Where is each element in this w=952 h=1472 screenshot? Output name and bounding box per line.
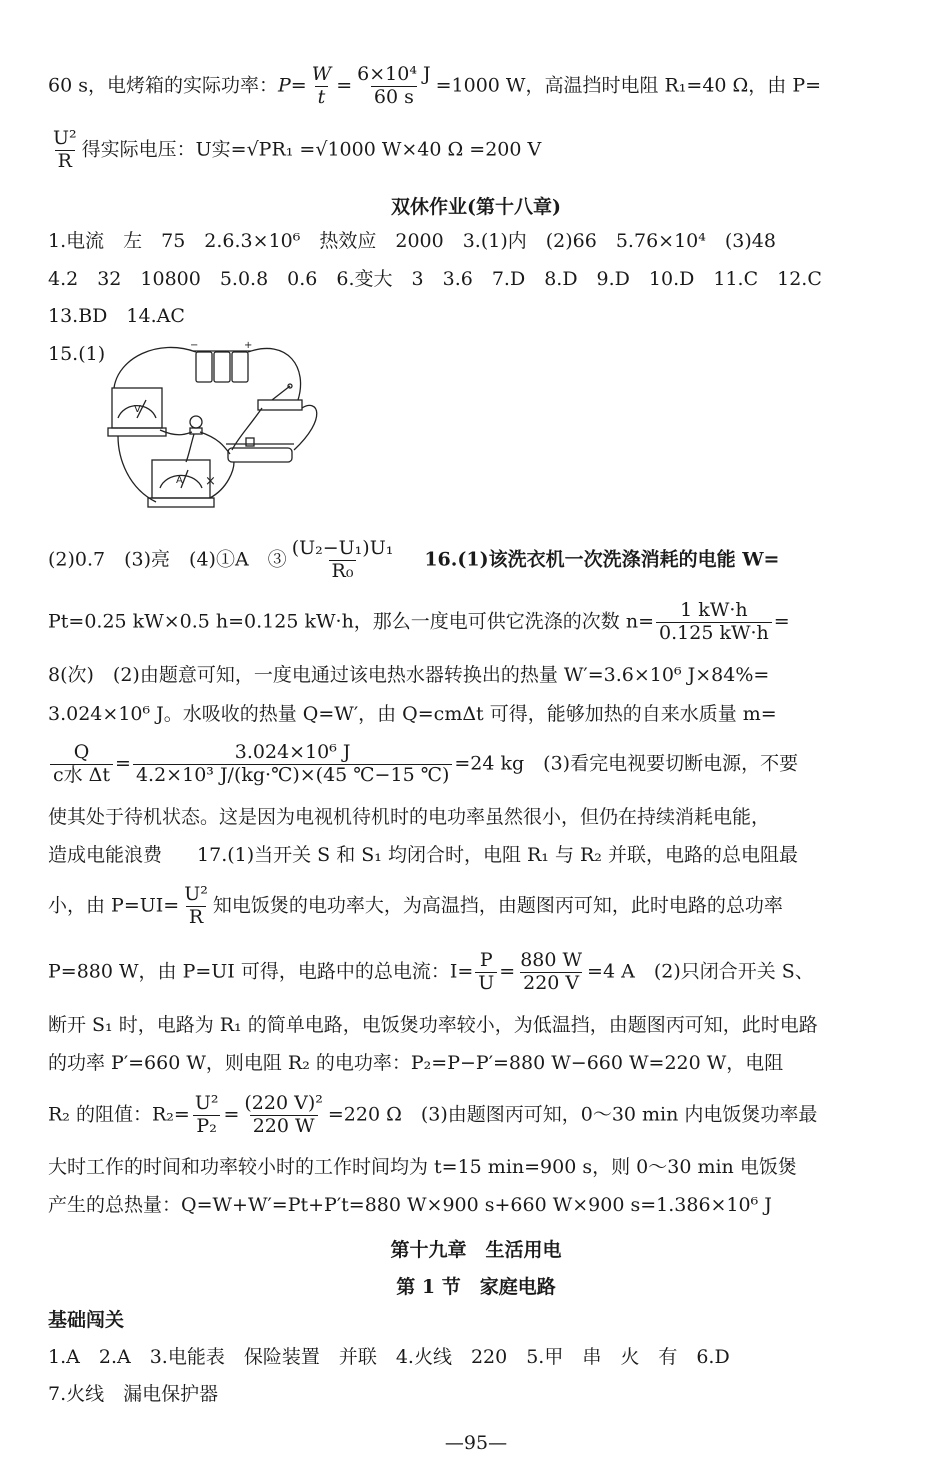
battery-minus: −: [190, 340, 199, 351]
text-line: [48, 884, 783, 929]
bulb-icon: [190, 416, 202, 434]
text-line: [48, 128, 541, 173]
text-span: R₂ 的阻值：R₂=: [48, 1103, 190, 1126]
page-number: —95—: [444, 1432, 508, 1454]
text-line: P=880 W，由 P=UI 可得，电路中的总电流：I= $\frac{P}{U}$ = $\frac{880 W}{220 V}$ =4 A (2)只闭合开关 S、: [48, 949, 814, 994]
text-span: =220 Ω (3)由题图丙可知，0～30 min 内电饭煲功率最: [327, 1103, 818, 1126]
question-text: 16.(1)该洗衣机一次洗涤消耗的电能 W=: [424, 548, 780, 571]
rheostat-icon: [226, 438, 294, 462]
fraction: $\frac{W}{t}$: [311, 63, 332, 108]
fraction: [241, 1093, 325, 1138]
fraction-numerator: U²: [194, 1092, 219, 1114]
wire: [200, 432, 230, 454]
fraction-numerator: (220 V)²: [244, 1092, 323, 1114]
answer-row: 7.火线 漏电保护器: [48, 1383, 219, 1405]
text-span: 小，由 P=UI=: [48, 894, 180, 917]
fraction-denominator: 60 s: [371, 86, 417, 109]
fraction: [50, 128, 80, 173]
text-line: 的功率 P′=660 W，则电阻 R₂ 的电功率：P₂=P−P′=880 W−660 W=220 W，电阻: [48, 1052, 784, 1074]
text-span: =4 A (2)只闭合开关 S、: [587, 960, 814, 983]
cross-mark: ×: [205, 474, 216, 489]
text-line: [48, 846, 798, 865]
fraction: [50, 742, 113, 787]
text-line: R₂ 的阻值：R₂= $\frac{\text{U²}}{\text{P₂}}$ = $\frac{\text{(220 V)²}}{220 W}$ =220 Ω (3)由题图丙可知，0～30 min 内电饭煲功率最: [48, 1092, 818, 1137]
fraction-denominator: 4.2×10³ J/(kg·℃)×(45 ℃−15 ℃): [133, 764, 452, 787]
text-span: 60 s，电烤箱的实际功率：: [48, 74, 278, 97]
fraction: [656, 600, 772, 645]
fraction-denominator: R₀: [329, 560, 357, 583]
fraction: [354, 64, 433, 109]
answer-row: 13.BD 14.AC: [48, 305, 185, 327]
text-span: =24 kg (3)看完电视要切断电源，不要: [454, 752, 799, 775]
question-text: 17.(1)当开关 S 和 S₁ 均闭合时，电阻 R₁ 与 R₂ 并联，电路的总电阻最: [197, 844, 798, 866]
subheading: 基础闯关: [48, 1309, 125, 1331]
text-span: P=880 W，由 P=UI 可得，电路中的总电流：I=: [48, 960, 474, 983]
fraction-numerator: 3.024×10⁶ J: [234, 741, 351, 763]
text-span: =: [773, 610, 790, 633]
fraction: [192, 1093, 222, 1138]
text-line: [48, 600, 790, 645]
fraction: [475, 950, 497, 995]
fraction-denominator: 220 V: [520, 972, 582, 995]
wire: [114, 347, 196, 388]
text-line: 3.024×10⁶ J。水吸收的热量 Q=W′，由 Q=cmΔt 可得，能够加热的自来水质量 m=: [48, 703, 777, 725]
text-line: 60 s，电烤箱的实际功率：P= $\frac{W}{t}$ = $\frac{\text{6×10⁴ J}}{60 s}$ =1000 W，高温挡时电阻 R₁=40 Ω，由 P=: [48, 63, 822, 108]
text-line: 大时工作的时间和功率较小时的工作时间均为 t=15 min=900 s，则 0～30 min 电饭煲: [48, 1156, 797, 1178]
fraction-numerator: U²: [184, 883, 208, 905]
wire: [160, 430, 192, 435]
fraction-numerator: Q: [73, 741, 90, 763]
fraction-numerator: U²: [53, 127, 77, 149]
answer-row: 4.2 32 10800 5.0.8 0.6 6.变大 3 3.6 7.D 8.D 9.D 10.D 11.C 12.C: [48, 268, 822, 290]
ammeter-label: A: [176, 475, 183, 486]
switch-icon: [258, 384, 302, 410]
chapter-title: 第十九章 生活用电: [390, 1239, 562, 1261]
wire: [118, 436, 156, 502]
question-label: 15.(1): [48, 343, 106, 365]
circuit-diagram: [98, 338, 328, 518]
text-line: 8(次) (2)由题意可知，一度电通过该电热水器转换出的热量 W′=3.6×10⁶ J×84%=: [48, 664, 770, 686]
text-line: 产生的总热量：Q=W+W′=Pt+P′t=880 W×900 s+660 W×900 s=1.386×10⁶ J: [48, 1194, 772, 1216]
text-span: 造成电能浪费: [48, 844, 182, 866]
fraction-denominator: c水 Δt: [50, 764, 113, 787]
wire: [294, 405, 317, 450]
text-line: 使其处于待机状态。这是因为电视机待机时的电功率虽然很小，但仍在持续消耗电能，: [48, 806, 771, 828]
fraction-denominator: R: [186, 906, 206, 929]
text-span: Pt=0.25 kW×0.5 h=0.125 kW·h，那么一度电可供它洗涤的次数 n=: [48, 610, 655, 633]
fraction-denominator: 0.125 kW·h: [656, 622, 772, 645]
fraction-numerator: 1 kW·h: [680, 599, 748, 621]
text-span: =1000 W，高温挡时电阻 R₁=40 Ω，由 P=: [435, 74, 822, 97]
fraction-numerator: (U₂−U₁)U₁: [291, 537, 394, 559]
text-line: [48, 538, 779, 583]
answer-row: 1.A 2.A 3.电能表 保险装置 并联 4.火线 220 5.甲 串 火 有 6.D: [48, 1346, 730, 1368]
answer-row: 1.电流 左 75 2.6.3×10⁶ 热效应 2000 3.(1)内 (2)66 5.76×10⁴ (3)48: [48, 230, 776, 252]
voltmeter-label: V: [134, 404, 141, 415]
fraction: [517, 950, 585, 995]
text-span: 知电饭煲的电功率大，为高温挡，由题图丙可知，此时电路的总功率: [212, 894, 783, 917]
fraction: [133, 742, 452, 787]
fraction-numerator: 6×10⁴ J: [357, 63, 431, 85]
battery-plus: +: [244, 340, 253, 351]
wire: [248, 348, 301, 400]
fraction-denominator: 220 W: [250, 1115, 318, 1138]
fraction-numerator: 880 W: [520, 949, 583, 971]
section-subtitle: 第 1 节 家庭电路: [396, 1276, 556, 1298]
fraction: [181, 884, 211, 929]
fraction-denominator: P₂: [193, 1115, 219, 1138]
text-span: 得实际电压：U实=√PR₁ =√1000 W×40 Ω =200 V: [81, 138, 542, 161]
text-line: $\frac{Q}{\text{c水 Δt}}$ = $\frac{\text{3.024×10⁶ J}}{\text{4.2×10³ J/(kg·℃)×(45 ℃−15 ℃)}}$ =24 kg (3)看完电视要切断电源，不要: [48, 742, 798, 787]
fraction: [289, 538, 397, 583]
battery-icon: [193, 351, 251, 382]
fraction-denominator: U: [475, 972, 497, 995]
text-span: (2)0.7 (3)亮 (4)①A ③: [48, 548, 287, 571]
text-line: 断开 S₁ 时，电路为 R₁ 的简单电路，电饭煲功率较小，为低温挡，由题图丙可知，此时电路: [48, 1014, 818, 1036]
wire: [186, 434, 194, 462]
fraction-numerator: P: [479, 949, 493, 971]
fraction-denominator: R: [55, 150, 75, 173]
section-title: 双休作业(第十八章): [391, 196, 561, 218]
